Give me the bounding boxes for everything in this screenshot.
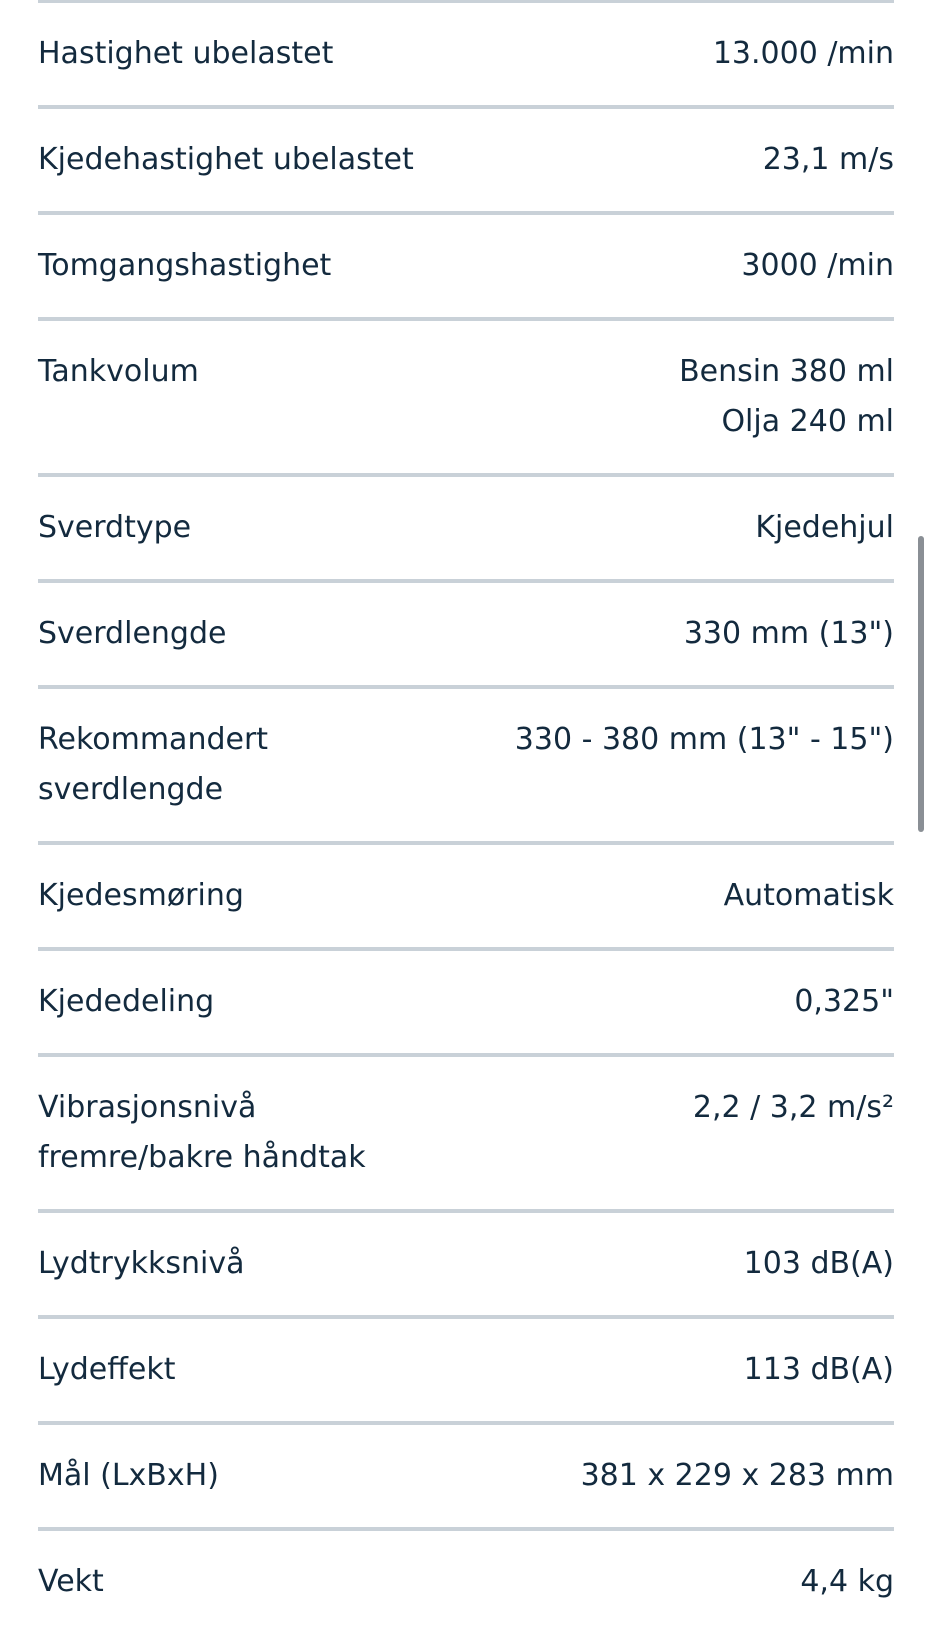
spec-row-sverdlengde bbox=[38, 583, 894, 685]
spec-row-hastighet-ubelastet bbox=[38, 3, 894, 105]
spec-row-vekt bbox=[38, 1531, 894, 1633]
spec-label: Sverdtype bbox=[38, 510, 192, 545]
spec-value bbox=[744, 1239, 894, 1289]
spec-value-line: Bensin 380 ml bbox=[679, 354, 894, 389]
spec-row-kjedesmoring bbox=[38, 845, 894, 947]
spec-value bbox=[693, 1083, 894, 1133]
spec-label: Vibrasjonsnivå fremre/bakre håndtak bbox=[38, 1090, 366, 1175]
spec-value bbox=[794, 977, 894, 1027]
spec-value bbox=[763, 135, 894, 185]
spec-label: Kjedesmøring bbox=[38, 878, 244, 913]
spec-value-line: 381 x 229 x 283 mm bbox=[580, 1458, 894, 1493]
spec-label: Lydeffekt bbox=[38, 1352, 176, 1387]
spec-row-kjedehastighet-ubelastet bbox=[38, 109, 894, 211]
spec-row-rekommandert-sverdlengde bbox=[38, 689, 894, 841]
spec-value bbox=[713, 29, 894, 79]
spec-row-lydtrykksniva bbox=[38, 1213, 894, 1315]
spec-row-tomgangshastighet bbox=[38, 215, 894, 317]
spec-value-line: 23,1 m/s bbox=[762, 142, 894, 177]
spec-value-line: 330 - 380 mm (13" - 15") bbox=[514, 722, 894, 757]
spec-value-line: 2,2 / 3,2 m/s² bbox=[692, 1090, 894, 1125]
spec-label: Lydtrykksnivå bbox=[38, 1246, 245, 1281]
spec-label: Rekommandert sverdlengde bbox=[38, 722, 269, 807]
spec-value-line: 103 dB(A) bbox=[743, 1246, 894, 1281]
spec-label: Sverdlengde bbox=[38, 616, 227, 651]
scrollbar-thumb[interactable] bbox=[918, 536, 924, 832]
spec-value-line: Olja 240 ml bbox=[721, 404, 894, 439]
spec-value bbox=[724, 871, 894, 921]
spec-value bbox=[515, 715, 894, 765]
spec-label: Kjededeling bbox=[38, 984, 215, 1019]
spec-row-sverdtype bbox=[38, 477, 894, 579]
spec-label: Kjedehastighet ubelastet bbox=[38, 142, 414, 177]
spec-value bbox=[581, 1451, 894, 1501]
spec-label: Mål (LxBxH) bbox=[38, 1458, 219, 1493]
spec-list bbox=[38, 0, 894, 1633]
spec-row-lydeffekt bbox=[38, 1319, 894, 1421]
spec-value-line: Kjedehjul bbox=[755, 510, 894, 545]
spec-row-tankvolum bbox=[38, 321, 894, 473]
spec-row-kjededeling bbox=[38, 951, 894, 1053]
spec-label: Vekt bbox=[38, 1564, 104, 1599]
spec-label: Tomgangshastighet bbox=[38, 248, 332, 283]
spec-value-line: 330 mm (13") bbox=[683, 616, 894, 651]
spec-value bbox=[744, 1345, 894, 1395]
spec-value-line: 13.000 /min bbox=[712, 36, 894, 71]
spec-row-vibrasjonsniva bbox=[38, 1057, 894, 1209]
spec-label: Tankvolum bbox=[38, 354, 199, 389]
spec-value-line: 113 dB(A) bbox=[743, 1352, 894, 1387]
spec-value bbox=[741, 241, 894, 291]
spec-value-line: 3000 /min bbox=[741, 248, 894, 283]
spec-value bbox=[679, 347, 894, 447]
spec-value bbox=[684, 609, 894, 659]
spec-label: Hastighet ubelastet bbox=[38, 36, 334, 71]
spec-value-line: Automatisk bbox=[723, 878, 894, 913]
spec-value bbox=[755, 503, 894, 553]
spec-value-line: 0,325" bbox=[794, 984, 894, 1019]
spec-row-mal bbox=[38, 1425, 894, 1527]
spec-value-line: 4,4 kg bbox=[800, 1564, 894, 1599]
